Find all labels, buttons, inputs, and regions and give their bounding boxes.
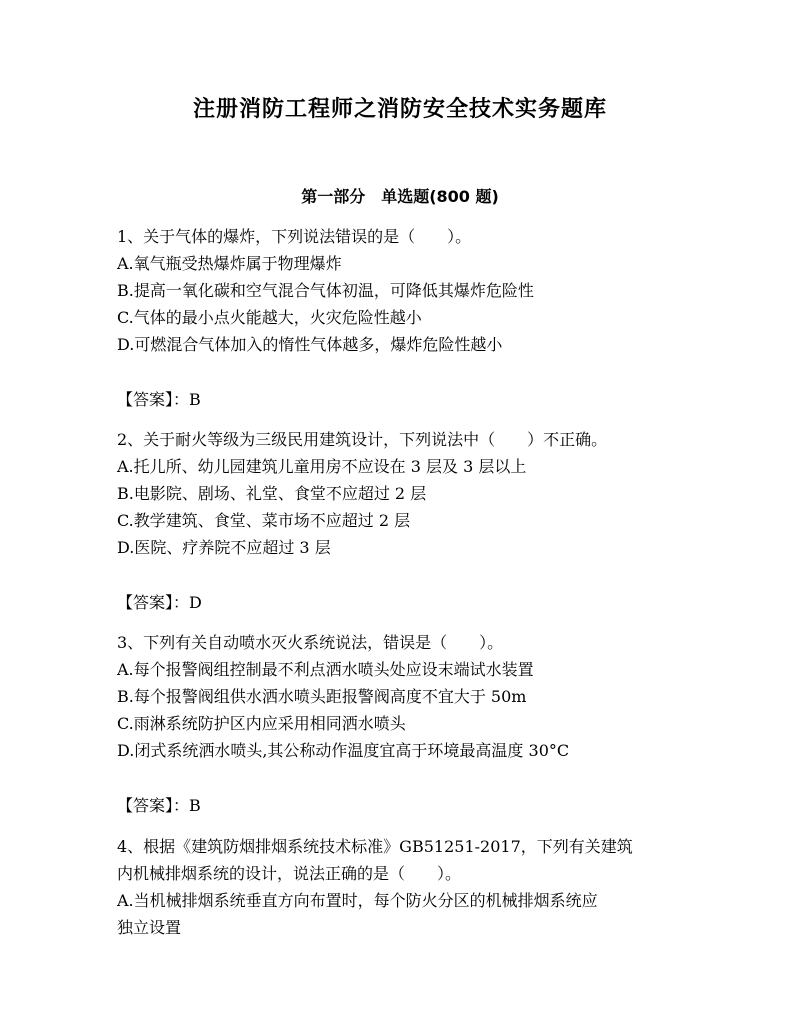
question-2-option-a: A.托儿所、幼儿园建筑儿童用房不应设在 3 层及 3 层以上: [117, 457, 527, 476]
question-4-option-a-line-2: 独立设置: [117, 918, 182, 937]
question-4-stem-line-1: 4、根据《建筑防烟排烟系统技术标准》GB51251-2017，下列有关建筑: [117, 837, 633, 856]
question-3-option-a: A.每个报警阀组控制最不利点洒水喷头处应设末端试水装置: [117, 660, 534, 679]
section-heading: 第一部分 单选题(800 题): [301, 187, 499, 206]
question-1-option-b: B.提高一氧化碳和空气混合气体初温，可降低其爆炸危险性: [117, 281, 534, 300]
document-title: 注册消防工程师之消防安全技术实务题库: [192, 97, 607, 122]
question-2-stem: 2、关于耐火等级为三级民用建筑设计，下列说法中（ ）不正确。: [117, 430, 608, 449]
question-1-option-d: D.可燃混合气体加入的惰性气体越多，爆炸危险性越小: [117, 335, 503, 354]
question-4-stem-line-2: 内机械排烟系统的设计，说法正确的是（ ）。: [117, 864, 462, 883]
question-1-stem: 1、关于气体的爆炸，下列说法错误的是（ ）。: [117, 227, 472, 246]
question-1-option-c: C.气体的最小点火能越大，火灾危险性越小: [117, 308, 422, 327]
question-3-stem: 3、下列有关自动喷水灭火系统说法，错误是（ ）。: [117, 633, 504, 652]
question-2-option-b: B.电影院、剧场、礼堂、食堂不应超过 2 层: [117, 484, 427, 503]
question-3-option-c: C.雨淋系统防护区内应采用相同洒水喷头: [117, 714, 406, 733]
question-1-option-a: A.氧气瓶受热爆炸属于物理爆炸: [117, 254, 342, 273]
question-3-answer: 【答案】：B: [117, 796, 201, 815]
question-2-answer: 【答案】：D: [117, 593, 202, 612]
question-3-option-b: B.每个报警阀组供水洒水喷头距报警阀高度不宜大于 50m: [117, 687, 527, 706]
question-4-option-a-line-1: A.当机械排烟系统垂直方向布置时，每个防火分区的机械排烟系统应: [117, 891, 598, 910]
question-2-option-c: C.教学建筑、食堂、菜市场不应超过 2 层: [117, 511, 411, 530]
question-2-option-d: D.医院、疗养院不应超过 3 层: [117, 538, 331, 557]
question-3-option-d: D.闭式系统洒水喷头,其公称动作温度宜高于环境最高温度 30°C: [117, 741, 570, 760]
question-1-answer: 【答案】：B: [117, 390, 201, 409]
